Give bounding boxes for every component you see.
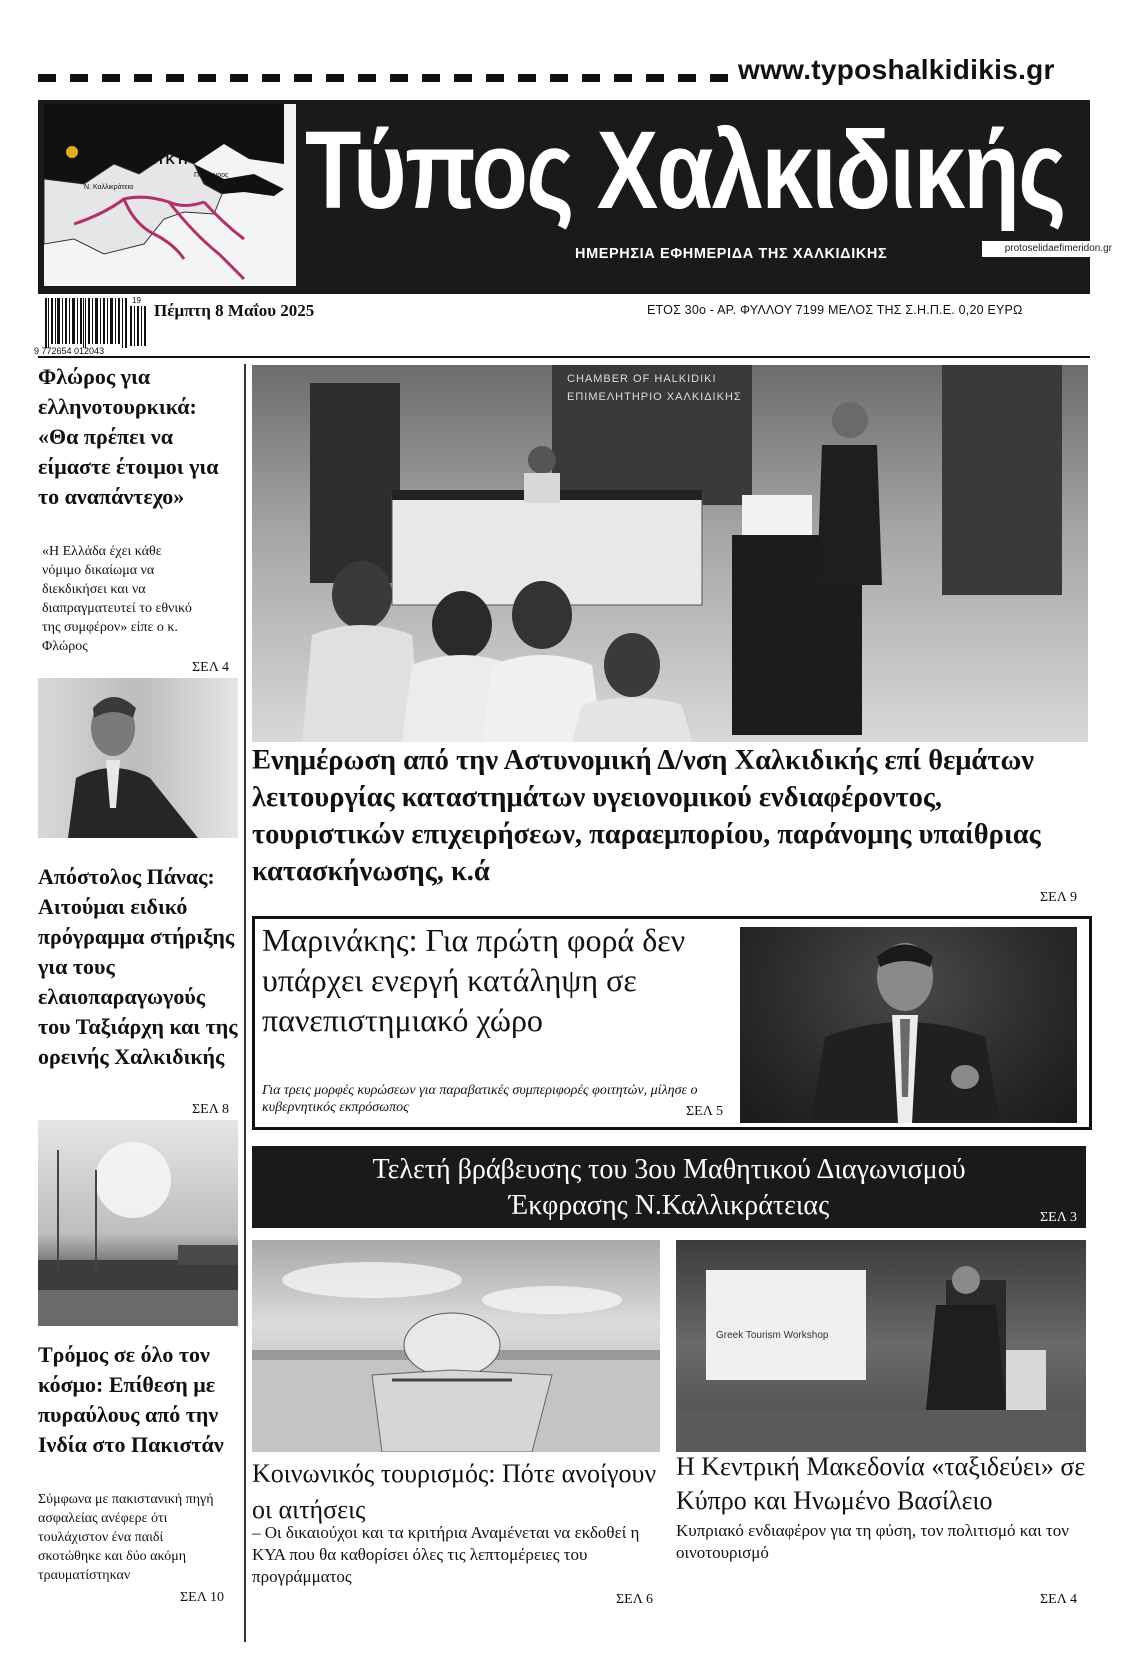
night-sky-photo [38, 1120, 238, 1326]
barcode-image [45, 298, 127, 348]
chamber-meeting-photo [252, 365, 1088, 742]
central-macedonia-summary: Κυπριακό ενδιαφέρον για τη φύση, τον πολιτισμό και τον οινοτουρισμό [676, 1521, 1069, 1562]
sidebar-story2-headline[interactable]: Απόστολος Πάνας: Αιτούμαι ειδικό πρόγραμμα στήριξης για τους ελαιοπαραγωγούς του Ταξιάρχη και της ορεινής Χαλκιδικής [38, 864, 238, 1069]
social-tourism-headline[interactable]: Κοινωνικός τουρισμός: Πότε ανοίγουν οι αιτήσεις [252, 1459, 657, 1524]
sidebar-story3-summary: Σύμφωνα με πακιστανική πηγή ασφαλείας ανέφερε ότι τουλάχιστον ένα παιδί σκοτώθηκε και δύο ακόμη τραυματίστηκαν [38, 1492, 214, 1583]
sidebar-story1-summary: «Η Ελλάδα έχει κάθε νόμιμο δικαίωμα να διεκδικήσει και να διαπραγματευτεί το εθνικό της συμφέρον» είπε ο κ. Φλώρος [42, 544, 192, 654]
photo-sign-english: CHAMBER OF HALKIDIKI [567, 373, 717, 385]
newspaper-title: Τύπος Χαλκιδικής [305, 109, 1065, 232]
marinakis-headline[interactable]: Μαρινάκης: Για πρώτη φορά δεν υπάρχει ενεργή κατάληψη σε πανεπιστημιακό χώρο [262, 922, 686, 1038]
main-story-headline[interactable]: Ενημέρωση από την Αστυνομική Δ/νση Χαλκιδικής επί θεμάτων λειτουργίας καταστημάτων υγειονομικού ενδιαφέροντος, τουριστικών επιχειρήσεων, παραεμπορίου, παράνομης υπαίθριας κατασκήνωσης, κ.ά [252, 745, 1041, 887]
barcode-addon-number: 19 [132, 296, 141, 305]
sidebar-story2-page: ΣΕΛ 8 [192, 1102, 229, 1117]
central-macedonia-headline[interactable]: Η Κεντρική Μακεδονία «ταξιδεύει» σε Κύπρο και Ηνωμένο Βασίλειο [676, 1452, 1086, 1515]
sidebar-story1-page: ΣΕΛ 4 [192, 660, 229, 675]
photo-sign-greek: ΕΠΙΜΕΛΗΤΗΡΙΟ ΧΑΛΚΙΔΙΚΗΣ [567, 391, 742, 403]
sidebar-story3-page: ΣΕΛ 10 [180, 1590, 224, 1605]
social-tourism-summary: – Οι δικαιούχοι και τα κριτήρια Αναμένεται να εκδοθεί η ΚΥΑ που θα καθορίσει όλες τις λεπτομέρειες του προγράμματος [252, 1523, 640, 1586]
sidebar-story3-headline[interactable]: Τρόμος σε όλο τον κόσμο: Επίθεση με πυραύλους από την Ινδία στο Πακιστάν [38, 1342, 224, 1457]
banner-line1: Τελετή βράβευσης του 3ου Μαθητικού Διαγωνισμού [372, 1154, 966, 1185]
main-story-page: ΣΕΛ 9 [1040, 890, 1077, 905]
top-dashed-rule [38, 74, 730, 82]
watermark: protoselidaefimeridon.gr [982, 241, 1114, 257]
awards-ceremony-banner[interactable] [252, 1146, 1086, 1228]
marinakis-summary: Για τρεις μορφές κυρώσεων για παραβατικές συμπεριφορές φοιτητών, μίλησε ο κυβερνητικός εκπρόσωπος [262, 1083, 698, 1115]
issue-date: Πέμπτη 8 Μαΐου 2025 [154, 301, 315, 320]
barcode-addon-image [130, 306, 146, 346]
panas-photo [38, 678, 238, 838]
map-label-polygyros: Πολύγυρος [194, 172, 229, 179]
marinakis-page: ΣΕΛ 5 [686, 1104, 723, 1119]
map-label-thessaloniki: ΘΕΣΣΑΛΟΝΙΚΗ [74, 132, 132, 141]
sidebar-story1-headline[interactable]: Φλώρος για ελληνοτουρκικά: «Θα πρέπει να είμαστε έτοιμοι για το αναπάντεχο» [38, 364, 219, 509]
banner-line2: Έκφρασης Ν.Καλλικράτειας [508, 1190, 830, 1221]
beach-photo [252, 1240, 660, 1452]
newspaper-subtitle: ΗΜΕΡΗΣΙΑ ΕΦΗΜΕΡΙΔΑ ΤΗΣ ΧΑΛΚΙΔΙΚΗΣ [575, 246, 888, 262]
halkidiki-map-image [44, 104, 296, 286]
barcode-number: 9 772654 012043 [34, 346, 105, 356]
tourism-workshop-photo [676, 1240, 1086, 1452]
website-link[interactable]: www.typoshalkidikis.gr [738, 54, 1055, 85]
marinakis-photo [740, 927, 1077, 1123]
header-rule [38, 356, 1090, 358]
central-macedonia-page: ΣΕΛ 4 [1040, 1592, 1077, 1607]
banner-page: ΣΕΛ 3 [1040, 1210, 1077, 1225]
column-divider [244, 364, 246, 1642]
issue-info: ΕΤΟΣ 30ο - ΑΡ. ΦΥΛΛΟΥ 7199 ΜΕΛΟΣ ΤΗΣ Σ.Η.Π.Ε. 0,20 ΕΥΡΩ [647, 303, 1023, 317]
workshop-screen-text: Greek Tourism Workshop [716, 1330, 829, 1341]
map-label-kallikrateia: Ν. Καλλικράτεια [84, 184, 134, 191]
social-tourism-page: ΣΕΛ 6 [616, 1592, 653, 1607]
map-label-halkidiki: ΧΑΛΚΙΔΙΚΗ [92, 152, 191, 167]
